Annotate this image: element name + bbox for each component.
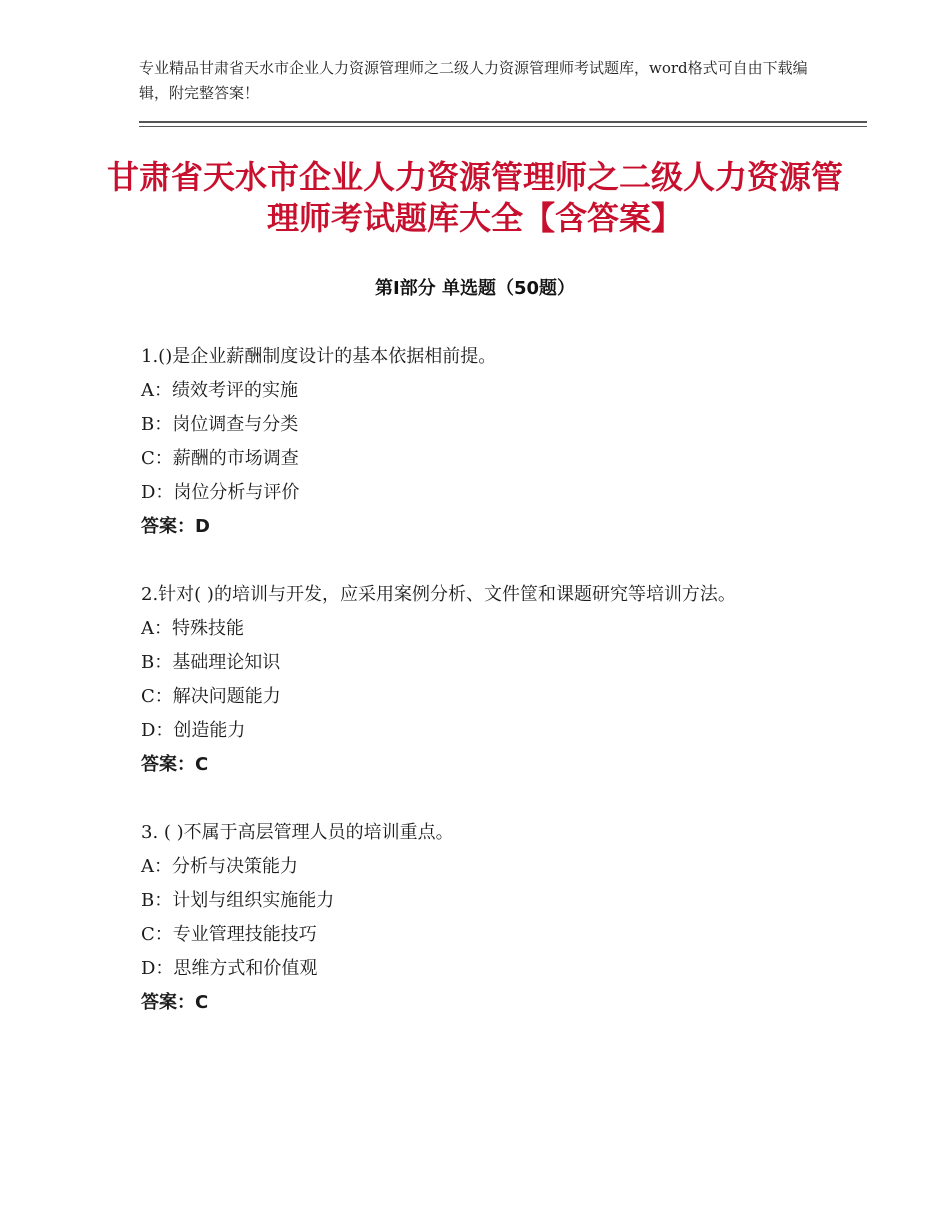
option-c: C：薪酬的市场调查 [141,448,299,469]
header-rule-thick [139,121,867,123]
option-b: B：基础理论知识 [141,652,281,673]
answer: 答案：C [141,992,209,1013]
header-rule-thin [139,126,867,127]
answer: 答案：C [141,754,209,775]
option-d: D：创造能力 [141,720,246,741]
option-a: A：绩效考评的实施 [141,380,298,401]
option-c: C：专业管理技能技巧 [141,924,317,945]
option-b: B：计划与组织实施能力 [141,890,335,911]
question-3 [141,816,821,1020]
option-a: A：分析与决策能力 [141,856,298,877]
document-title: 甘肃省天水市企业人力资源管理师之二级人力资源管理师考试题库大全【含答案】 [106,158,843,237]
question-list [141,340,821,1054]
option-c: C：解决问题能力 [141,686,281,707]
header-note: 专业精品甘肃省天水市企业人力资源管理师之二级人力资源管理师考试题库，word格式可自由下载编辑，附完整答案！ [139,59,808,102]
question-stem: 1.()是企业薪酬制度设计的基本依据相前提。 [141,346,497,367]
option-d: D：思维方式和价值观 [141,958,318,979]
option-d: D：岗位分析与评价 [141,482,300,503]
question-stem: 3. ( )不属于高层管理人员的培训重点。 [141,822,454,843]
question-1 [141,340,821,544]
option-b: B：岗位调查与分类 [141,414,299,435]
section-title: 第Ⅰ部分 单选题（50题） [374,278,575,299]
question-2 [141,578,821,782]
question-stem: 2.针对( )的培训与开发，应采用案例分析、文件筐和课题研究等培训方法。 [141,584,736,605]
answer: 答案：D [141,516,210,537]
option-a: A：特殊技能 [141,618,244,639]
